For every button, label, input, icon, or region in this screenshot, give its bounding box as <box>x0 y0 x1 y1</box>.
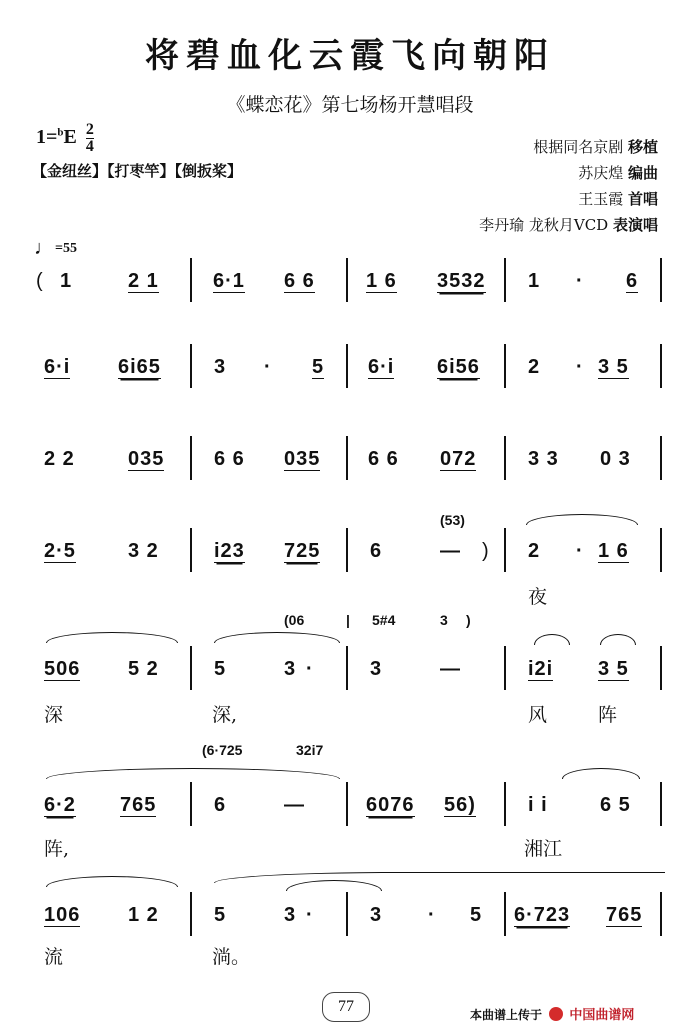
note: 765 <box>120 794 157 816</box>
bar-line <box>504 782 506 826</box>
bar-line <box>660 646 662 690</box>
score-row-6 <box>0 738 700 864</box>
score-row-7 <box>0 868 700 978</box>
quarter-note-icon: ♩ <box>34 237 54 259</box>
hint-notes: (06 <box>284 612 305 628</box>
key-signature: 1=$^b$E $\frac{2}{4}$ <box>36 121 94 155</box>
upload-note: 本曲谱上传于 <box>470 1008 543 1022</box>
hint-notes: ) <box>466 612 471 628</box>
slur-mark <box>46 632 178 643</box>
bar-line <box>504 344 506 388</box>
credit-line-2: 苏庆煌 编曲 <box>578 164 658 182</box>
note: 5 <box>470 904 483 926</box>
note: 2 2 <box>44 448 75 470</box>
note: 072 <box>440 448 477 470</box>
note: 0 3 <box>600 448 631 470</box>
page-title: 将碧血化云霞飞向朝阳 <box>145 36 555 76</box>
note: 3532 <box>437 270 486 292</box>
lyric: 深, <box>212 704 238 726</box>
lyric: 淌。 <box>212 946 251 968</box>
bar-line <box>660 528 662 572</box>
note: 6 <box>214 794 227 816</box>
slur-mark <box>214 632 340 643</box>
lyric: 夜 <box>528 586 548 608</box>
note: 1 <box>528 270 541 292</box>
hint-notes: 32i7 <box>296 742 324 758</box>
note: 765 <box>606 904 643 926</box>
slur-mark <box>600 634 636 645</box>
note: 6 6 <box>284 270 315 292</box>
bar-line <box>504 646 506 690</box>
note: 6·1 <box>213 270 245 292</box>
note: i i <box>528 794 548 816</box>
bar-line <box>660 436 662 480</box>
bar-line <box>190 344 192 388</box>
time-signature: $\frac{2}{4}$ <box>85 121 94 155</box>
score-row-5 <box>0 608 700 728</box>
hint-notes: 5#4 <box>372 612 396 628</box>
slur-mark <box>562 768 640 779</box>
tempo-marking: ♩=55 <box>34 237 77 259</box>
note: 2·5 <box>44 540 76 562</box>
slur-mark <box>46 768 340 779</box>
note: i23 <box>214 540 245 562</box>
note: 6076 <box>366 794 415 816</box>
bar-line <box>346 258 348 302</box>
hint-notes: (6·725 <box>202 742 243 758</box>
hint-notes: (53) <box>440 512 465 528</box>
note: 3 <box>370 904 383 926</box>
note: 6·i <box>44 356 71 378</box>
note: 6i56 <box>437 356 480 378</box>
note: 3 3 <box>528 448 559 470</box>
slur-mark <box>214 872 665 883</box>
note: · <box>576 356 584 378</box>
lyric: 流 <box>44 946 64 968</box>
note-dash: — <box>284 794 305 816</box>
note: 2 <box>528 540 541 562</box>
note: i2i <box>528 658 554 680</box>
bar-line <box>190 436 192 480</box>
note: 6 <box>626 270 639 292</box>
bar-line <box>504 258 506 302</box>
page-subtitle: 《蝶恋花》第七场杨开慧唱段 <box>226 94 474 116</box>
site-name: 中国曲谱网 <box>569 1008 635 1023</box>
note-close-paren: ) <box>482 540 490 562</box>
bar-line <box>190 782 192 826</box>
qupai-label: 【金纽丝】【打枣竿】【倒扳桨】 <box>32 162 243 180</box>
bar-line <box>346 528 348 572</box>
lyric: 阵 <box>598 704 618 726</box>
bar-line <box>504 892 506 936</box>
note: 6 6 <box>368 448 399 470</box>
note: 725 <box>284 540 321 562</box>
slur-mark <box>526 514 638 525</box>
site-logo-icon <box>549 1007 563 1021</box>
note: · <box>576 270 584 292</box>
note: 1 6 <box>366 270 397 292</box>
note: 2 <box>528 356 541 378</box>
bar-line <box>504 528 506 572</box>
note: 6·i <box>368 356 395 378</box>
bar-line <box>190 892 192 936</box>
note: · <box>306 658 314 680</box>
note: 506 <box>44 658 81 680</box>
note: · <box>576 540 584 562</box>
hint-notes: 3 <box>440 612 448 628</box>
bar-line <box>346 436 348 480</box>
note: 5 <box>214 904 227 926</box>
note: 035 <box>284 448 321 470</box>
lyric: 深 <box>44 704 64 726</box>
note: 035 <box>128 448 165 470</box>
note: 6·2 <box>44 794 76 816</box>
lyric: 湘江 <box>524 838 563 860</box>
bar-line <box>346 344 348 388</box>
note: 5 <box>214 658 227 680</box>
note: · <box>264 356 272 378</box>
lyric: 阵, <box>44 838 70 860</box>
page-number-badge <box>322 992 370 1022</box>
note: 3 <box>214 356 227 378</box>
note: 3 <box>284 904 297 926</box>
note-dash: — <box>440 658 461 680</box>
note: 56) <box>444 794 476 816</box>
bar-line <box>346 782 348 826</box>
note: 6 5 <box>600 794 631 816</box>
note: 3 <box>370 658 383 680</box>
bar-line <box>504 436 506 480</box>
note-dash: — <box>440 540 461 562</box>
note: 1 2 <box>128 904 159 926</box>
note: 106 <box>44 904 81 926</box>
note: 3 <box>284 658 297 680</box>
bar-line <box>660 892 662 936</box>
note: 1 6 <box>598 540 629 562</box>
credit-line-1: 根据同名京剧 移植 <box>533 138 658 156</box>
note: 6·723 <box>514 904 571 926</box>
lyric: 风 <box>528 704 548 726</box>
note: 5 <box>312 356 325 378</box>
bar-line <box>660 344 662 388</box>
note: 3 5 <box>598 658 629 680</box>
slur-mark <box>46 876 178 887</box>
bar-line <box>660 782 662 826</box>
footer-source <box>470 1004 634 1023</box>
hint-notes: | <box>346 612 350 628</box>
note: 2 1 <box>128 270 159 292</box>
note: 5 2 <box>128 658 159 680</box>
bar-line <box>190 258 192 302</box>
note: · <box>306 904 314 926</box>
bar-line <box>660 258 662 302</box>
score-row-3 <box>0 436 700 480</box>
note: 6 <box>370 540 383 562</box>
bar-line <box>346 646 348 690</box>
note-open-paren: ( <box>36 270 44 292</box>
bar-line <box>346 892 348 936</box>
note: 6i65 <box>118 356 161 378</box>
slur-mark <box>534 634 570 645</box>
score-row-2 <box>0 344 700 388</box>
score-row-1 <box>0 258 700 302</box>
note: 3 2 <box>128 540 159 562</box>
bar-line <box>190 528 192 572</box>
score-row-4 <box>0 510 700 610</box>
note: · <box>428 904 436 926</box>
note: 1 <box>60 270 73 292</box>
note: 3 5 <box>598 356 629 378</box>
credit-line-3: 王玉霞 首唱 <box>578 190 658 208</box>
bar-line <box>190 646 192 690</box>
credit-line-4: 李丹瑜 龙秋月VCD 表演唱 <box>479 216 658 234</box>
note: 6 6 <box>214 448 245 470</box>
page-number: 77 <box>322 992 370 1022</box>
